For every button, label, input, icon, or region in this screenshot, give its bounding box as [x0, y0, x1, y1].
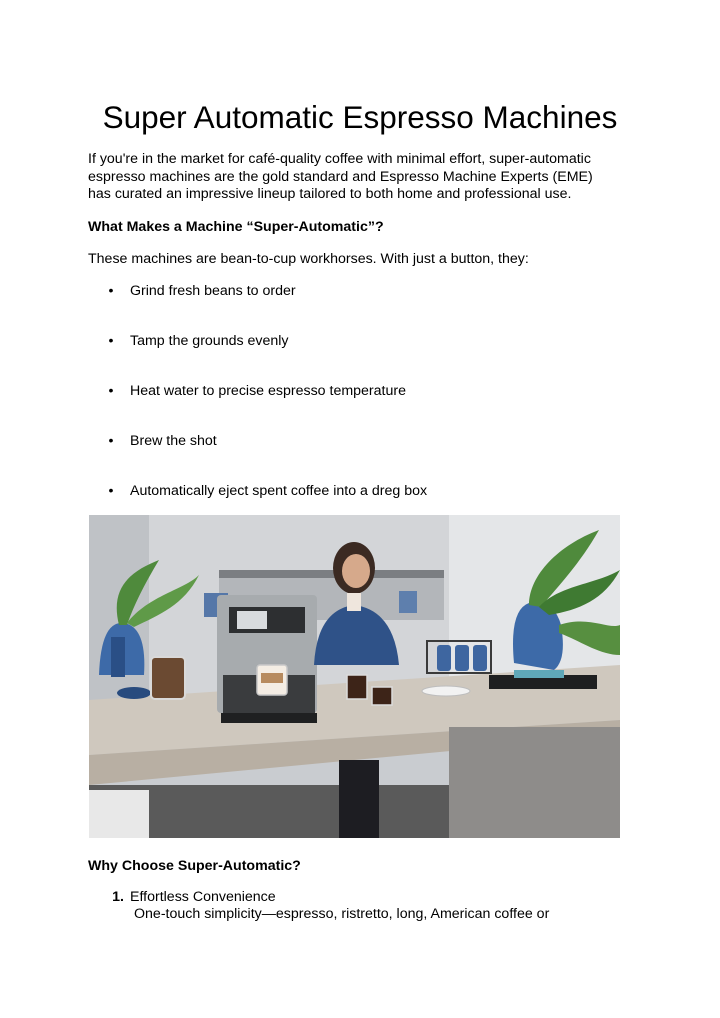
bullet-icon: •	[108, 283, 114, 299]
bullet-icon: •	[108, 383, 114, 399]
bullet-icon: •	[108, 333, 114, 349]
section-heading-why-choose: Why Choose Super-Automatic?	[88, 858, 301, 874]
intro-line: espresso machines are the gold standard and Espresso Machine Experts (EME)	[88, 168, 593, 185]
bullet-icon: •	[108, 483, 114, 499]
list-item-text: Heat water to precise espresso temperature	[130, 383, 406, 399]
list-item-text: Grind fresh beans to order	[130, 283, 296, 299]
section-heading-super-automatic: What Makes a Machine “Super-Automatic”?	[88, 219, 384, 235]
list-number: 1.	[112, 889, 124, 905]
list-item-text: Brew the shot	[130, 433, 217, 449]
espresso-machine-photo	[89, 515, 620, 838]
list-item-title: Effortless Convenience	[130, 889, 276, 905]
list-item-detail: One-touch simplicity—espresso, ristretto, long, American coffee or	[134, 906, 550, 922]
bullet-icon: •	[108, 433, 114, 449]
intro-paragraph	[88, 151, 648, 204]
page-title: Super Automatic Espresso Machines	[102, 99, 618, 135]
kitchen-scene-illustration	[89, 515, 620, 838]
intro-line: has curated an impressive lineup tailored to both home and professional use.	[88, 186, 572, 203]
intro-line: If you're in the market for café-quality coffee with minimal effort, super-automatic	[88, 151, 591, 167]
section-lead-paragraph: These machines are bean-to-cup workhorses. With just a button, they:	[88, 251, 529, 267]
list-item-text: Tamp the grounds evenly	[130, 333, 289, 349]
list-item-text: Automatically eject spent coffee into a dreg box	[130, 483, 428, 499]
